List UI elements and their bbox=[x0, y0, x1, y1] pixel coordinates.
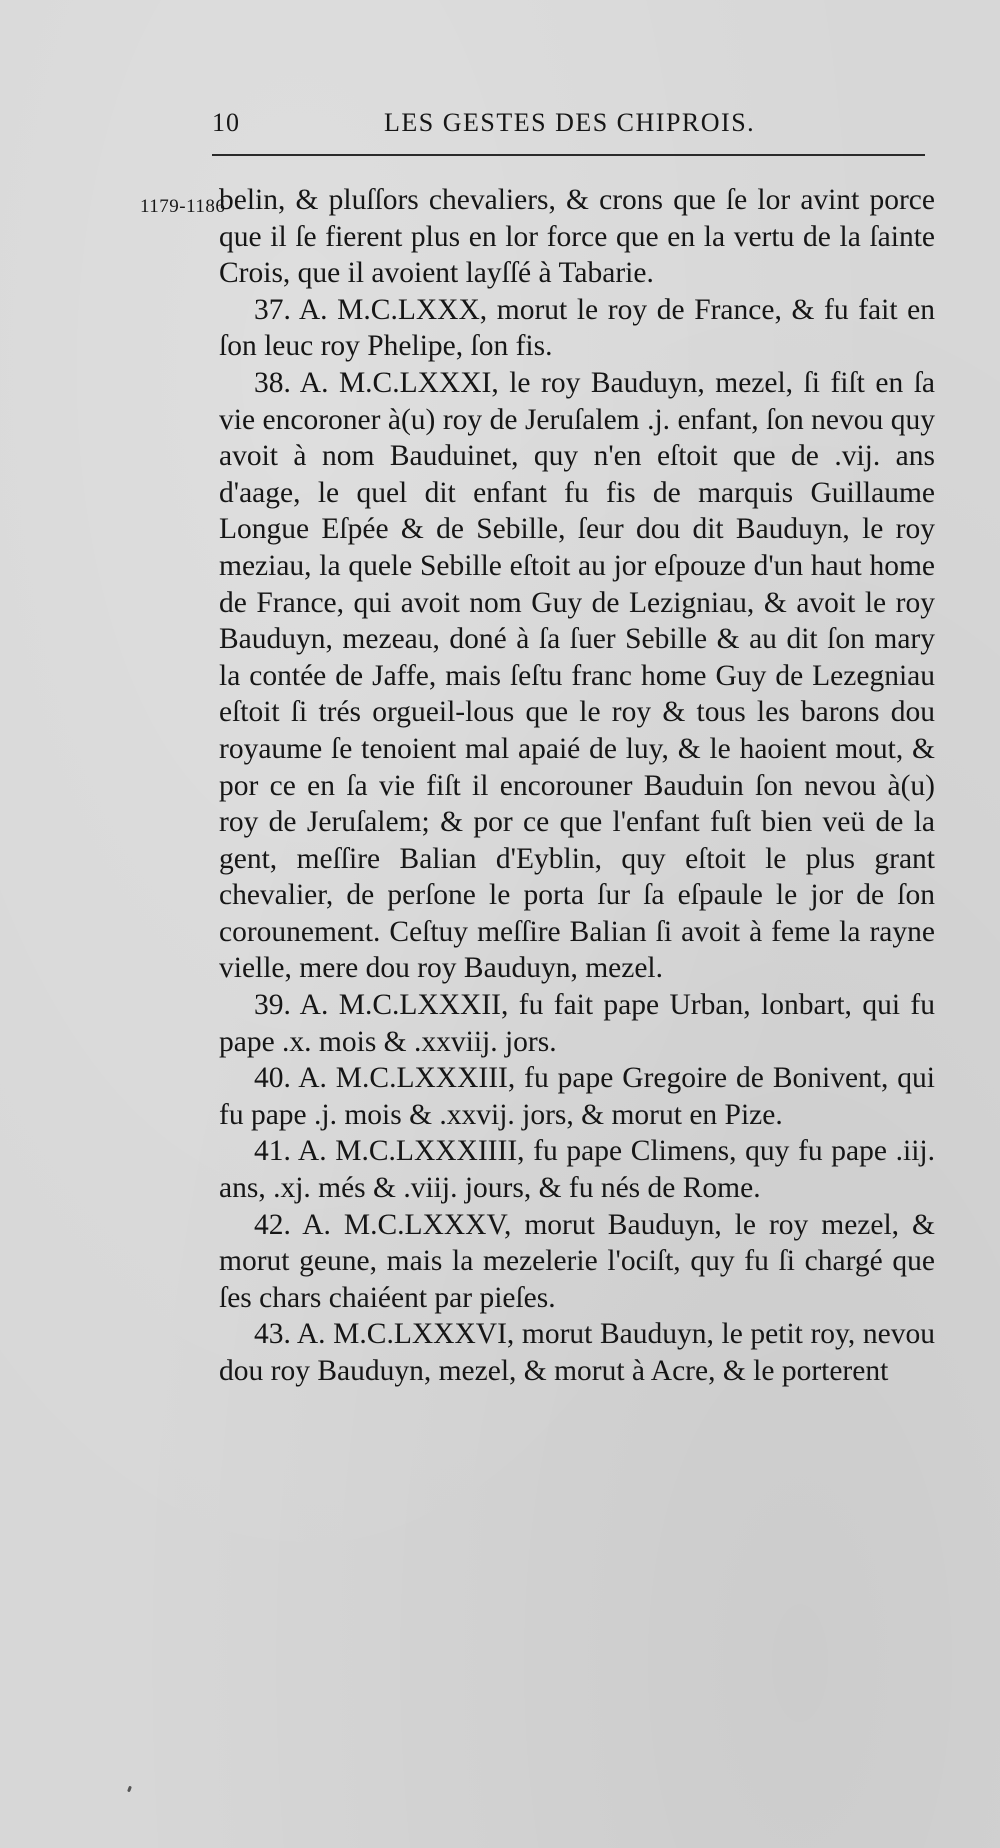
paragraph-text: A. M.C.LXXX, morut le roy de France, & fu fait en ſon leuc roy Phelipe, ſon fis. bbox=[219, 293, 935, 363]
entry-number: 39. bbox=[254, 989, 291, 1022]
page-number: 10 bbox=[212, 108, 240, 137]
paper-speck bbox=[127, 1786, 132, 1793]
entry-number: 38. bbox=[254, 366, 291, 399]
margin-date-note: 1179-1186 bbox=[140, 196, 226, 217]
entry-number: 42. bbox=[254, 1208, 291, 1241]
paragraph-text: A. M.C.LXXXIII, fu pape Gregoire de Bonivent, qui fu pape .j. mois & .xxvij. jors, & morut en Pize. bbox=[219, 1062, 935, 1131]
paragraph-text: A. M.C.LXXXIIII, fu pape Climens, quy fu pape .iij. ans, .xj. més & .viij. jours, & fu nés de Rome. bbox=[219, 1135, 936, 1205]
entry-number: 43. bbox=[254, 1318, 291, 1351]
entry-number: 41. bbox=[254, 1135, 291, 1168]
entry-number: 40. bbox=[254, 1062, 291, 1095]
entry-number: 37. bbox=[254, 293, 291, 326]
text-column bbox=[219, 182, 935, 1390]
paragraph-entry-37 bbox=[219, 292, 935, 365]
running-head bbox=[212, 108, 925, 148]
paragraph-text: A. M.C.LXXXVI, morut Bauduyn, le petit roy, nevou dou roy Bauduyn, mezel, & morut à Acre, & le porterent bbox=[219, 1318, 935, 1387]
paragraph-text: belin, & pluſſors chevaliers, & crons que ſe lor avint porce que il ſe fierent plus en lor force que en la vertu de la ſainte Crois, que il avoient layſſé à Tabarie. bbox=[219, 184, 935, 290]
paragraph-entry-38 bbox=[219, 365, 935, 987]
paragraph-text: A. M.C.LXXXV, morut Bauduyn, le roy mezel, & morut geune, mais la mezelerie l'ociſt, quy fu ſi chargé que ſes chars chaiéent par pieſes. bbox=[219, 1208, 935, 1314]
paragraph-text: A. M.C.LXXXI, le roy Bauduyn, mezel, ſi fiſt en ſa vie encoroner à(u) roy de Jeruſalem .j. enfant, ſon nevou quy avoit à nom Bauduinet, quy n'en eſtoit que de .vij. ans d'aage, le quel dit enfant fu fis de marquis Guillaume Longue Eſpée & de Sebille, ſeur dou dit Bauduyn, le roy meziau, la quele Sebille eſtoit au jor eſpouze d'un haut home de France, qui avoit nom Guy de Lezigniau, & avoit le roy Bauduyn, mezeau, doné à ſa ſuer Sebille & au dit ſon mary la contée de Jaffe, mais ſeſtu franc home Guy de Lezegniau eſtoit ſi trés orgueil-lous que le roy & tous les barons dou royaume ſe tenoient mal apaié de luy, & le haoient mout, & por ce en ſa vie fiſt il encorouner Bauduin ſon nevou à(u) roy de Jeruſalem; & por ce que l'enfant fuſt bien veü de la gent, meſſire Balian d'Eyblin, quy eſtoit le plus grant chevalier, de perſone le porta ſur ſa eſpaule le jor de ſon corounement. Ceſtuy meſſire Balian ſi avoit à feme la rayne vielle, mere dou roy Bauduyn, mezel. bbox=[219, 366, 936, 985]
paragraph-entry-43 bbox=[219, 1316, 935, 1389]
paragraph-entry-41 bbox=[219, 1133, 935, 1206]
running-title: LES GESTES DES CHIPROIS. bbox=[384, 108, 756, 137]
paragraph-entry-39 bbox=[219, 987, 935, 1060]
header-rule bbox=[212, 154, 925, 156]
paragraph-entry-42 bbox=[219, 1207, 935, 1317]
paragraph-text: A. M.C.LXXXII, fu fait pape Urban, lonbart, qui fu pape .x. mois & .xxviij. jors. bbox=[219, 989, 935, 1058]
paragraph-continued bbox=[219, 182, 935, 292]
paragraph-entry-40 bbox=[219, 1060, 935, 1133]
